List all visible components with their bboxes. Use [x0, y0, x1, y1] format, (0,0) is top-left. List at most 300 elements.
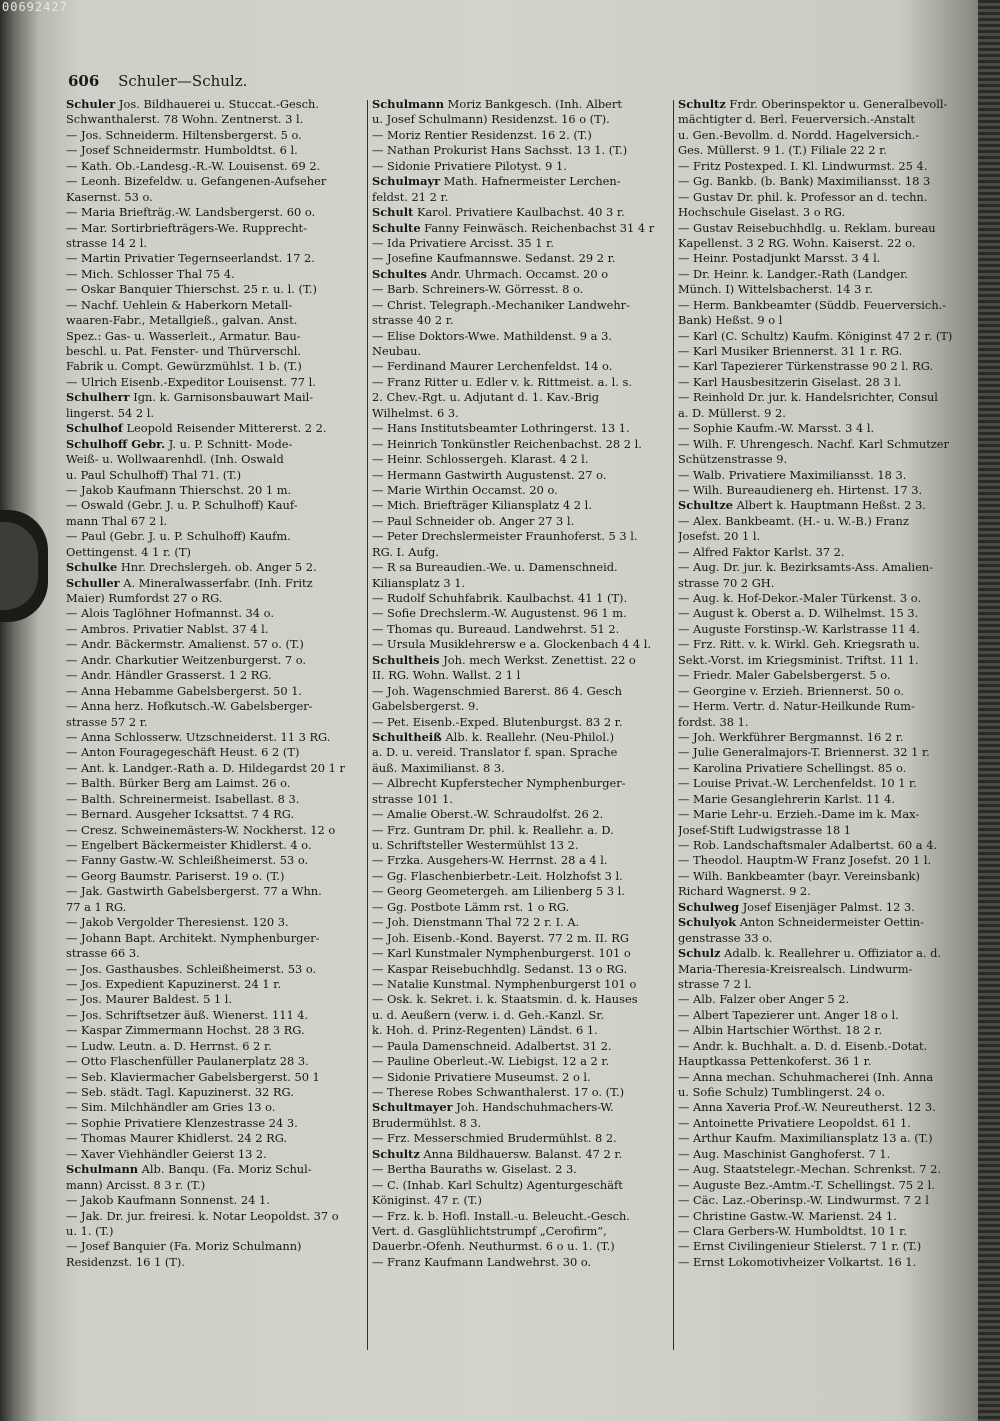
entry-text: Hnr. Drechslergeh. ob. Anger 5 2. — [117, 560, 317, 575]
directory-line — [66, 962, 364, 977]
entry-text: u. Paul Schulhoff) Thal 71. (T.) — [66, 467, 242, 482]
directory-line — [372, 421, 670, 436]
directory-line — [66, 159, 364, 174]
entry-text: — Seb. Klaviermacher Gabelsbergerst. 50 1 — [66, 1069, 320, 1084]
entry-text: — August k. Oberst a. D. Wilhelmst. 15 3. — [678, 606, 919, 621]
directory-line — [678, 992, 968, 1007]
entry-text: — Hans Institutsbeamter Lothringerst. 13 1. — [372, 421, 630, 436]
entry-text: Wilhelmst. 6 3. — [372, 405, 459, 420]
directory-line — [66, 468, 364, 483]
directory-line — [678, 359, 968, 374]
directory-line — [678, 1100, 968, 1115]
directory-line — [372, 823, 670, 838]
entry-text: — Nathan Prokurist Hans Sachsst. 13 1. (T.) — [372, 143, 628, 158]
entry-text: Kapellenst. 3 2 RG. Wohn. Kaiserst. 22 o. — [678, 235, 916, 250]
directory-line — [66, 1131, 364, 1146]
directory-line — [372, 1224, 670, 1239]
entry-text: — Frz. Messerschmied Brudermühlst. 8 2. — [372, 1131, 617, 1146]
entry-text: — Jos. Schneiderm. Hiltensbergerst. 5 o. — [66, 127, 302, 142]
entry-text: mächtigter d. Berl. Feuerversich.-Anstalt — [678, 112, 916, 127]
directory-line — [678, 684, 968, 699]
directory-line — [66, 823, 364, 838]
entry-text: Weiß- u. Wollwaarenhdl. (Inh. Oswald — [66, 452, 284, 467]
entry-text: — Arthur Kaufm. Maximiliansplatz 13 a. (T.) — [678, 1131, 933, 1146]
entry-text: — Heinr. Schlossergeh. Klarast. 4 2 l. — [372, 452, 589, 467]
entry-text: Alb. Banqu. (Fa. Moriz Schul- — [138, 1162, 312, 1177]
directory-line — [372, 992, 670, 1007]
entry-text: genstrasse 33 o. — [678, 930, 773, 945]
directory-line — [372, 128, 670, 143]
directory-line — [372, 359, 670, 374]
surname-heading: Schultheiß — [372, 729, 442, 744]
entry-text: — Fanny Gastw.-W. Schleißheimerst. 53 o. — [66, 853, 309, 868]
entry-text: — Friedr. Maler Gabelsbergerst. 5 o. — [678, 668, 891, 683]
directory-line — [66, 1162, 364, 1177]
directory-line — [66, 1178, 364, 1193]
directory-line — [66, 483, 364, 498]
entry-text: 2. Chev.-Rgt. u. Adjutant d. 1. Kav.-Brig — [372, 390, 600, 405]
directory-line — [66, 128, 364, 143]
directory-line — [66, 236, 364, 251]
directory-line — [678, 375, 968, 390]
entry-text: — Gustav Reisebuchhdlg. u. Reklam. bureau — [678, 220, 936, 235]
entry-text: — Barb. Schreiners-W. Görresst. 8 o. — [372, 282, 584, 297]
directory-line — [372, 730, 670, 745]
entry-text: — Alex. Bankbeamt. (H.- u. W.-B.) Franz — [678, 513, 909, 528]
directory-line — [678, 498, 968, 513]
entry-text: Anton Schneidermeister Oettin- — [736, 915, 924, 930]
entry-text: — Kaspar Reisebuchhdlg. Sedanst. 13 o RG. — [372, 961, 628, 976]
entry-text: Anna Bildhauersw. Balanst. 47 2 r. — [419, 1146, 623, 1161]
directory-line — [678, 406, 968, 421]
directory-line — [678, 1255, 968, 1270]
entry-text: — Osk. k. Sekret. i. k. Staatsmin. d. k. Hauses — [372, 992, 638, 1007]
surname-heading: Schulherr — [66, 390, 130, 405]
directory-line — [678, 143, 968, 158]
directory-line — [372, 869, 670, 884]
directory-line — [66, 174, 364, 189]
entry-text: — Thomas Maurer Khidlerst. 24 2 RG. — [66, 1131, 288, 1146]
entry-text: — Anna Xaveria Prof.-W. Neureutherst. 12 3. — [678, 1100, 936, 1115]
directory-line — [66, 313, 364, 328]
directory-line — [678, 159, 968, 174]
entry-text: — Frz. k. b. Hofl. Install.-u. Beleucht.-Gesch. — [372, 1208, 630, 1223]
entry-text: Josef-Stift Ludwigstrasse 18 1 — [678, 822, 852, 837]
entry-text: — Moriz Rentier Residenzst. 16 2. (T.) — [372, 127, 592, 142]
entry-text: J. u. P. Schnitt- Mode- — [165, 436, 293, 451]
directory-line — [678, 869, 968, 884]
entry-text: u. Schriftsteller Westermühlst 13 2. — [372, 838, 579, 852]
surname-heading: Schultheis — [372, 652, 440, 667]
directory-line — [372, 900, 670, 915]
entry-text: u. d. Aeußern (verw. i. d. Geh.-Kanzl. Sr. — [372, 1007, 605, 1022]
surname-heading: Schulweg — [678, 899, 740, 914]
entry-text: — Alb. Falzer ober Anger 5 2. — [678, 992, 850, 1007]
entry-text: — Jak. Gastwirth Gabelsbergerst. 77 a Whn. — [66, 884, 322, 899]
entry-text: — Herm. Bankbeamter (Süddb. Feuerversich.- — [678, 297, 947, 312]
directory-line — [372, 1209, 670, 1224]
directory-line — [372, 915, 670, 930]
directory-line — [372, 622, 670, 637]
surname-heading: Schulhof — [66, 421, 123, 436]
directory-line — [678, 1054, 968, 1069]
entry-text: II. RG. Wohn. Wallst. 2 1 l — [372, 668, 521, 683]
directory-line — [66, 1008, 364, 1023]
entry-text: — Heinrich Tonkünstler Reichenbachst. 28 2 l. — [372, 436, 642, 451]
entry-text: — Engelbert Bäckermeister Khidlerst. 4 o. — [66, 838, 312, 852]
entry-text: Joh. mech Werkst. Zenettist. 22 o — [439, 652, 636, 667]
directory-line — [372, 251, 670, 266]
entry-text: — Jakob Vergolder Theresienst. 120 3. — [66, 915, 289, 930]
surname-heading: Schultz — [372, 1146, 420, 1161]
entry-text: — Karl (C. Schultz) Kaufm. Königinst 47 2 r. (T) — [678, 328, 953, 343]
directory-line — [372, 699, 670, 714]
directory-line — [372, 468, 670, 483]
entry-text: Münch. I) Wittelsbacherst. 14 3 r. — [678, 282, 873, 297]
entry-text: — Joh. Dienstmann Thal 72 2 r. I. A. — [372, 915, 580, 930]
directory-line — [372, 437, 670, 452]
entry-text: Karol. Privatiere Kaulbachst. 40 3 r. — [413, 205, 625, 220]
directory-line — [372, 159, 670, 174]
directory-line — [66, 946, 364, 961]
entry-text: — Frzka. Ausgehers-W. Herrnst. 28 a 4 l. — [372, 853, 608, 868]
directory-line — [66, 1116, 364, 1131]
entry-text: — Frz. Guntram Dr. phil. k. Reallehr. a. D. — [372, 822, 614, 837]
entry-text: Königinst. 47 r. (T.) — [372, 1193, 482, 1208]
directory-line — [66, 900, 364, 915]
entry-text: — Reinhold Dr. jur. k. Handelsrichter, Consul — [678, 390, 938, 405]
entry-text: — Cresz. Schweinemästers-W. Nockherst. 12 o — [66, 822, 336, 837]
directory-line — [66, 792, 364, 807]
directory-line — [678, 1162, 968, 1177]
entry-text: a. D. Müllerst. 9 2. — [678, 405, 786, 420]
directory-line — [678, 97, 968, 112]
directory-line — [66, 298, 364, 313]
entry-text: Oettingenst. 4 1 r. (T) — [66, 544, 191, 559]
entry-text: — Therese Robes Schwanthalerst. 17 o. (T.) — [372, 1085, 625, 1099]
directory-line — [372, 221, 670, 236]
entry-text: Albert k. Hauptmann Heßst. 2 3. — [733, 498, 926, 513]
directory-line — [678, 1224, 968, 1239]
entry-text: — Aug. Maschinist Ganghoferst. 7 1. — [678, 1146, 891, 1161]
entry-text: — Karl Kunstmaler Nymphenburgerst. 101 o — [372, 946, 631, 961]
directory-line — [372, 390, 670, 405]
directory-line — [678, 1116, 968, 1131]
directory-line — [372, 1193, 670, 1208]
directory-line — [66, 684, 364, 699]
directory-line — [372, 514, 670, 529]
entry-text: — Fritz Postexped. I. Kl. Lindwurmst. 25 4. — [678, 158, 928, 173]
entry-text: — Karolina Privatiere Schellingst. 85 o. — [678, 760, 907, 775]
directory-line — [66, 776, 364, 791]
entry-text: — Sofie Drechslerm.-W. Augustenst. 96 1 m. — [372, 606, 627, 621]
entry-text: Fanny Feinwäsch. Reichenbachst 31 4 r — [420, 220, 655, 235]
directory-line — [66, 190, 364, 205]
entry-text: Brudermühlst. 8 3. — [372, 1115, 482, 1130]
entry-text: u. Gen.-Bevollm. d. Nordd. Hagelversich.- — [678, 127, 920, 142]
directory-line — [678, 205, 968, 220]
directory-line — [372, 1131, 670, 1146]
directory-line — [678, 267, 968, 282]
entry-text: — Rudolf Schuhfabrik. Kaulbachst. 41 1 (T). — [372, 591, 628, 605]
entry-text: — Joh. Wagenschmied Barerst. 86 4. Gesch — [372, 683, 623, 698]
entry-text: — Josef Schneidermstr. Humboldtst. 6 l. — [66, 143, 298, 158]
entry-text: Schützenstrasse 9. — [678, 452, 788, 467]
entry-text: Spez.: Gas- u. Wasserleit., Armatur. Bau- — [66, 328, 301, 343]
entry-text: Vert. d. Gasglühlichtstrumpf „Cerofirm“, — [372, 1223, 607, 1238]
surname-heading: Schulyok — [678, 915, 737, 930]
surname-heading: Schulke — [66, 560, 118, 575]
entry-text: — Maria Briefträg.-W. Landsbergerst. 60 o. — [66, 205, 316, 220]
column-rule — [673, 100, 674, 1350]
entry-text: Neubau. — [372, 344, 422, 358]
directory-line — [66, 359, 364, 374]
directory-line — [372, 761, 670, 776]
directory-line — [678, 591, 968, 606]
directory-line — [372, 529, 670, 544]
entry-text: — Frz. Ritt. v. k. Wirkl. Geh. Kriegsrath u. — [678, 637, 920, 652]
directory-line — [66, 1054, 364, 1069]
directory-line — [678, 221, 968, 236]
entry-text: Schwanthalerst. 78 Wohn. Zentnerst. 3 l. — [66, 112, 304, 127]
entry-text: k. Hoh. d. Prinz-Regenten) Ländst. 6 1. — [372, 1023, 598, 1038]
directory-line — [66, 545, 364, 560]
directory-line — [66, 761, 364, 776]
entry-text: — Franz Kaufmann Landwehrst. 30 o. — [372, 1254, 592, 1269]
entry-text: — Georgine v. Erzieh. Briennerst. 50 o. — [678, 683, 904, 698]
directory-line — [372, 776, 670, 791]
entry-text: — Pet. Eisenb.-Exped. Blutenburgst. 83 2 r. — [372, 714, 623, 729]
entry-text: — Ernst Civilingenieur Stielerst. 7 1 r. (T.) — [678, 1239, 922, 1254]
entry-text: — Albert Tapezierer unt. Anger 18 o l. — [678, 1007, 899, 1022]
entry-text: — Albrecht Kupferstecher Nymphenburger- — [372, 776, 626, 791]
page-header — [68, 72, 247, 90]
entry-text: — Sophie Privatiere Klenzestrasse 24 3. — [66, 1115, 298, 1130]
directory-line — [372, 1255, 670, 1270]
entry-text: — Oskar Banquier Thierschst. 25 r. u. l. (T.) — [66, 282, 317, 297]
directory-line — [372, 190, 670, 205]
directory-line — [678, 1147, 968, 1162]
entry-text: feldst. 21 2 r. — [372, 189, 449, 204]
directory-line — [678, 236, 968, 251]
directory-line — [678, 514, 968, 529]
entry-text: — Aug. Dr. jur. k. Bezirksamts-Ass. Amalien- — [678, 560, 934, 575]
entry-text: — Natalie Kunstmal. Nymphenburgerst 101 o — [372, 976, 637, 991]
directory-line — [678, 838, 968, 853]
directory-column-2 — [372, 97, 670, 1270]
entry-text: — Cäc. Laz.-Oberinsp.-W. Lindwurmst. 7 2 l — [678, 1193, 929, 1208]
directory-line — [66, 668, 364, 683]
directory-line — [372, 545, 670, 560]
entry-text: — Karl Musiker Briennerst. 31 1 r. RG. — [678, 344, 903, 358]
entry-text: — Julie Generalmajors-T. Briennerst. 32 1 r. — [678, 745, 930, 760]
directory-line — [372, 684, 670, 699]
directory-line — [678, 298, 968, 313]
entry-text: RG. I. Aufg. — [372, 544, 439, 559]
directory-line — [66, 282, 364, 297]
directory-line — [678, 792, 968, 807]
directory-line — [678, 529, 968, 544]
entry-text: — Sidonie Privatiere Museumst. 2 o l. — [372, 1069, 591, 1084]
entry-text: Hochschule Giselast. 3 o RG. — [678, 205, 846, 220]
entry-text: Josef Eisenjäger Palmst. 12 3. — [739, 899, 915, 914]
surname-heading: Schulhoff Gebr. — [66, 436, 166, 451]
entry-text: — Balth. Schreinermeist. Isabellast. 8 3. — [66, 791, 300, 806]
entry-text: — Christ. Telegraph.-Mechaniker Landwehr- — [372, 297, 630, 312]
entry-text: A. Mineralwasserfabr. (Inh. Fritz — [119, 575, 313, 590]
directory-column-3 — [678, 97, 968, 1270]
directory-line — [372, 483, 670, 498]
directory-line — [66, 622, 364, 637]
directory-line — [678, 421, 968, 436]
directory-line — [372, 1085, 670, 1100]
directory-line — [678, 344, 968, 359]
directory-line — [678, 1131, 968, 1146]
directory-line — [678, 1039, 968, 1054]
directory-line — [678, 437, 968, 452]
entry-text: — Andr. k. Buchhalt. a. D. d. Eisenb.-Dotat. — [678, 1038, 928, 1053]
directory-line — [66, 1255, 364, 1270]
entry-text: Richard Wagnerst. 9 2. — [678, 884, 811, 899]
directory-line — [66, 390, 364, 405]
entry-text: — Josefine Kaufmannswe. Sedanst. 29 2 r. — [372, 251, 616, 266]
entry-text: — Herm. Vertr. d. Natur-Heilkunde Rum- — [678, 699, 915, 714]
entry-text: — Marie Wirthin Occamst. 20 o. — [372, 482, 558, 497]
directory-line — [66, 344, 364, 359]
entry-text: — Ulrich Eisenb.-Expeditor Louisenst. 77 l. — [66, 374, 316, 389]
directory-line — [372, 406, 670, 421]
directory-line — [66, 452, 364, 467]
directory-line — [372, 298, 670, 313]
directory-line — [66, 1039, 364, 1054]
surname-heading: Schuler — [66, 97, 116, 111]
directory-line — [372, 853, 670, 868]
directory-line — [66, 715, 364, 730]
directory-line — [372, 1039, 670, 1054]
surname-heading: Schult — [372, 205, 414, 220]
entry-text: Moriz Bankgesch. (Inh. Albert — [444, 97, 622, 111]
entry-text: — Xaver Viehhändler Geierst 13 2. — [66, 1146, 267, 1161]
entry-text: — Sim. Milchhändler am Gries 13 o. — [66, 1100, 276, 1115]
surname-heading: Schultes — [372, 266, 427, 281]
directory-line — [372, 1054, 670, 1069]
entry-text: — Albin Hartschier Wörthst. 18 2 r. — [678, 1023, 883, 1038]
entry-text: — Sidonie Privatiere Pilotyst. 9 1. — [372, 158, 567, 173]
directory-line — [372, 668, 670, 683]
directory-line — [372, 792, 670, 807]
entry-text: — Franz Ritter u. Edler v. k. Rittmeist. a. l. s. — [372, 374, 632, 389]
directory-line — [678, 776, 968, 791]
directory-line — [372, 97, 670, 112]
entry-text: — Anna Schlosserw. Utzschneiderst. 11 3 RG. — [66, 729, 331, 744]
entry-text: strasse 66 3. — [66, 946, 140, 961]
entry-text: — Amalie Oberst.-W. Schraudolfst. 26 2. — [372, 807, 604, 822]
entry-text: Jos. Bildhauerei u. Stuccat.-Gesch. — [115, 97, 319, 111]
entry-text: — Ant. k. Landger.-Rath a. D. Hildegardst 20 1 r — [66, 760, 345, 775]
entry-text: Frdr. Oberinspektor u. Generalbevoll- — [725, 97, 948, 111]
entry-text: u. Sofie Schulz) Tumblingerst. 24 o. — [678, 1085, 885, 1099]
entry-text: — Ambros. Privatier Nablst. 37 4 l. — [66, 621, 269, 636]
entry-text: — Louise Privat.-W. Lerchenfeldst. 10 1 r. — [678, 776, 917, 791]
entry-text: — C. (Inhab. Karl Schultz) Agenturgeschäft — [372, 1177, 623, 1192]
directory-line — [372, 236, 670, 251]
entry-text: — Georg Geometergeh. am Lilienberg 5 3 l. — [372, 884, 625, 899]
entry-text: — Joh. Eisenb.-Kond. Bayerst. 77 2 m. II. RG — [372, 930, 629, 945]
entry-text: — Gg. Bankb. (b. Bank) Maximiliansst. 18 3 — [678, 174, 931, 189]
directory-line — [66, 838, 364, 853]
directory-line — [66, 1070, 364, 1085]
surname-heading: Schuller — [66, 575, 120, 590]
entry-text: strasse 14 2 l. — [66, 235, 147, 250]
entry-text: Bank) Heßst. 9 o l — [678, 313, 783, 328]
directory-column-1 — [66, 97, 364, 1270]
directory-line — [678, 715, 968, 730]
entry-text: — Anton Fouragegeschäft Heust. 6 2 (T) — [66, 745, 300, 760]
entry-text: — Anna mechan. Schuhmacherei (Inh. Anna — [678, 1069, 934, 1084]
directory-line — [372, 143, 670, 158]
entry-text: — Elise Doktors-Wwe. Mathildenst. 9 a 3. — [372, 328, 612, 343]
entry-text: — Gg. Postbote Lämm rst. 1 o RG. — [372, 899, 570, 914]
entry-text: — Paul Schneider ob. Anger 27 3 l. — [372, 513, 575, 528]
directory-line — [372, 375, 670, 390]
entry-text: — Ida Privatiere Arcisst. 35 1 r. — [372, 235, 554, 250]
directory-line — [66, 884, 364, 899]
directory-line — [66, 329, 364, 344]
entry-text: — Ferdinand Maurer Lerchenfeldst. 14 o. — [372, 359, 613, 374]
entry-text: Kiliansplatz 3 1. — [372, 575, 466, 590]
directory-line — [66, 267, 364, 282]
directory-line — [678, 282, 968, 297]
entry-text: — Christine Gastw.-W. Marienst. 24 1. — [678, 1208, 897, 1223]
page-number: 606 — [68, 72, 100, 90]
directory-line — [372, 1178, 670, 1193]
entry-text: — Gg. Flaschenbierbetr.-Leit. Holzhofst 3 l. — [372, 868, 623, 883]
directory-line — [66, 699, 364, 714]
entry-text: — Karl Tapezierer Türkenstrasse 90 2 l. RG. — [678, 359, 934, 374]
directory-line — [66, 97, 364, 112]
directory-line — [372, 1116, 670, 1131]
entry-text: Joh. Handschuhmachers-W. — [452, 1100, 614, 1115]
directory-line — [66, 205, 364, 220]
scan-id: 00692427 — [2, 0, 68, 14]
directory-line — [372, 962, 670, 977]
entry-text: — Peter Drechslermeister Fraunhoferst. 5 3 l. — [372, 529, 638, 544]
entry-text: Maier) Rumfordst 27 o RG. — [66, 591, 223, 605]
entry-text: — Auguste Bez.-Amtm.-T. Schellingst. 75 2 l. — [678, 1177, 935, 1192]
directory-line — [678, 1239, 968, 1254]
entry-text: — Sophie Kaufm.-W. Marsst. 3 4 l. — [678, 421, 875, 436]
entry-text: — Gustav Dr. phil. k. Professor an d. techn. — [678, 189, 928, 204]
directory-line — [66, 375, 364, 390]
entry-text: — Auguste Forstinsp.-W. Karlstrasse 11 4. — [678, 621, 920, 636]
entry-text: — Andr. Bäckermstr. Amalienst. 57 o. (T.) — [66, 637, 304, 652]
entry-text: — Aug. k. Hof-Dekor.-Maler Türkenst. 3 o. — [678, 591, 922, 605]
directory-line — [372, 838, 670, 853]
entry-text: — Wilh. Bureaudienerg eh. Hirtenst. 17 3. — [678, 482, 923, 497]
entry-text: waaren-Fabr., Metallgieß., galvan. Anst. — [66, 313, 298, 328]
entry-text: — Jos. Expedient Kapuzinerst. 24 1 r. — [66, 976, 282, 991]
directory-line — [372, 653, 670, 668]
entry-text: strasse 40 2 r. — [372, 313, 454, 328]
directory-line — [66, 529, 364, 544]
entry-text: 77 a 1 RG. — [66, 899, 127, 914]
entry-text: — Seb. städt. Tagl. Kapuzinerst. 32 RG. — [66, 1085, 294, 1099]
directory-line — [678, 745, 968, 760]
page-title: Schuler—Schulz. — [118, 72, 248, 90]
directory-line — [372, 560, 670, 575]
directory-line — [372, 498, 670, 513]
directory-line — [372, 205, 670, 220]
